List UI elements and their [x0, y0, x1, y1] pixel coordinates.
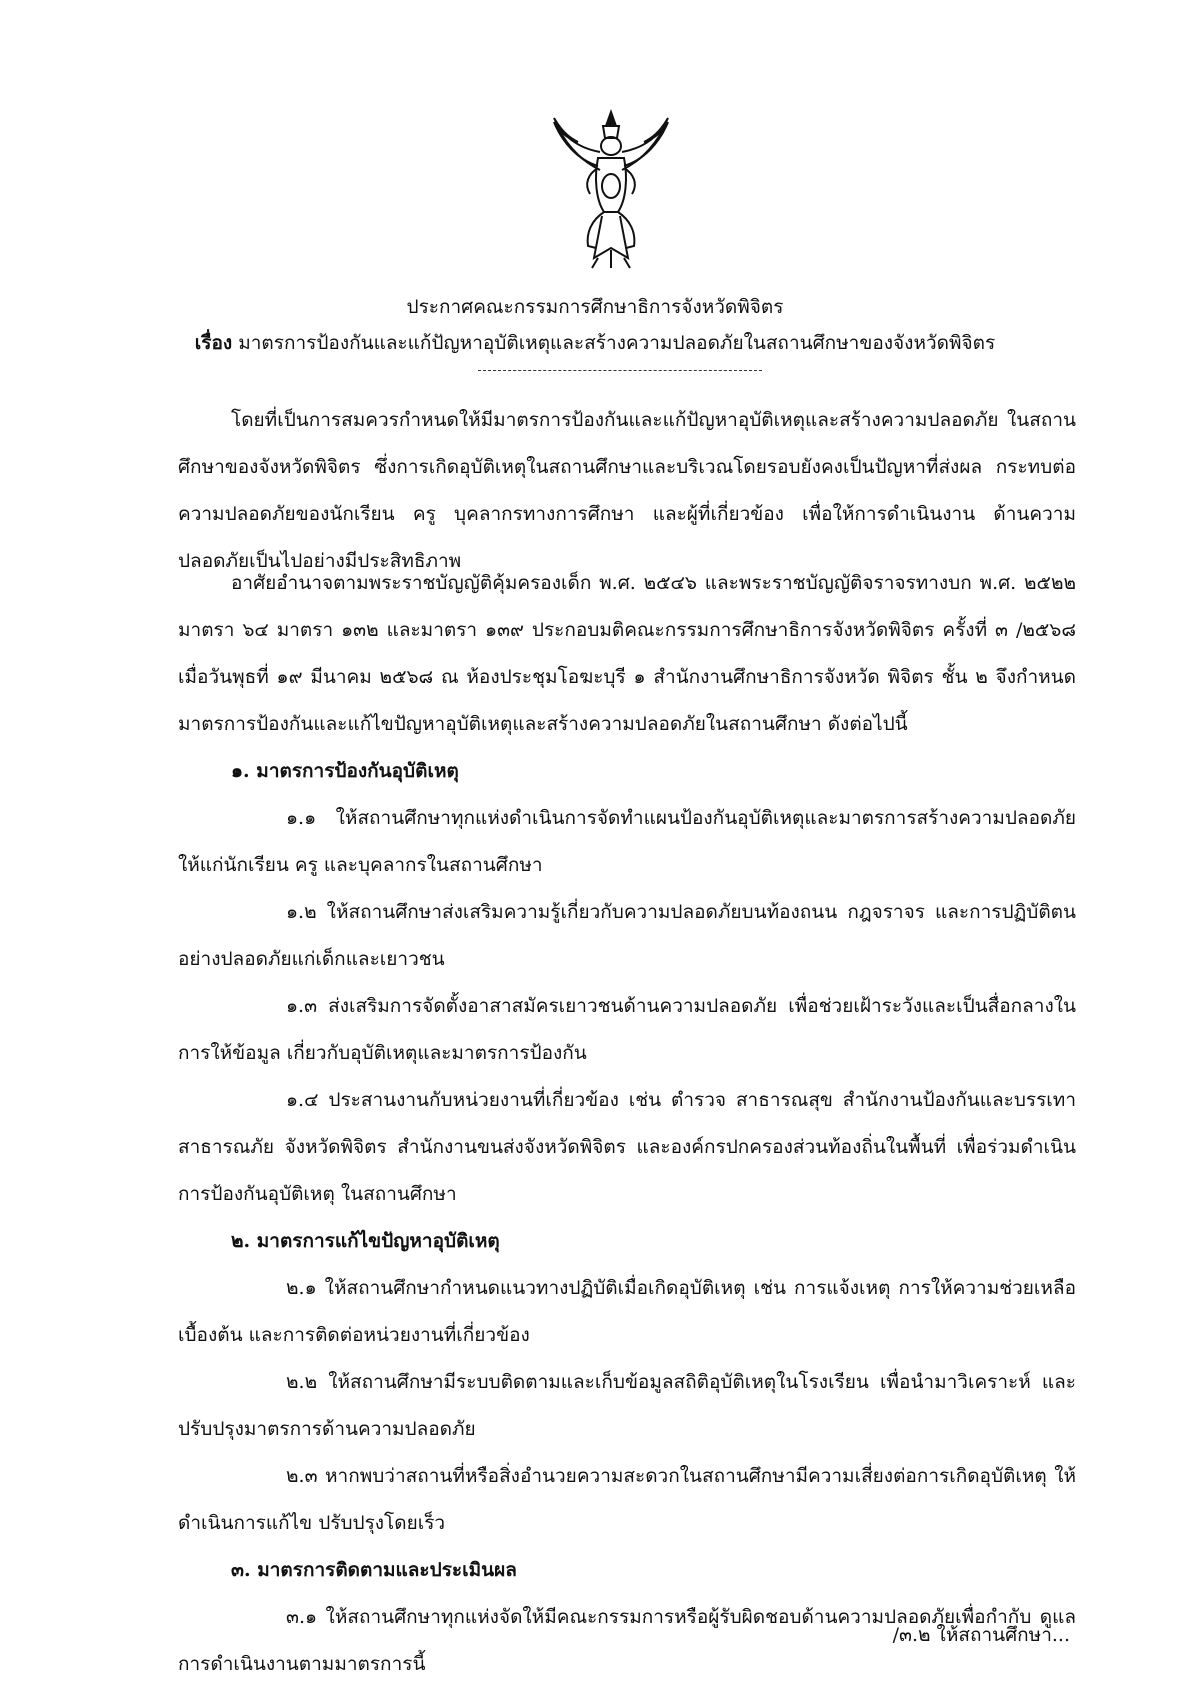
- intro-block: [178, 397, 1076, 585]
- section-item-3-1: ๓.๑ ให้สถานศึกษาทุกแห่งจัดให้มีคณะกรรมการหรือผู้รับผิดชอบด้านความปลอดภัยเพื่อกำกับ ดูแลการดำเนินงานตามมาตรการนี้: [178, 1606, 1076, 1675]
- intro-paragraph-1: โดยที่เป็นการสมควรกำหนดให้มีมาตรการป้องกันและแก้ปัญหาอุบัติเหตุและสร้างความปลอดภัย ในสถานศึกษาของจังหวัดพิจิตร ซึ่งการเกิดอุบัติเหตุในสถานศึกษาและบริเวณโดยรอบยังคงเป็นปัญหาที่ส่งผล กระทบต่อความปลอดภัยของนักเรียน ครู บุคลากรทางการศึกษา และผู้ที่เกี่ยวข้อง เพื่อให้การดำเนินงาน ด้านความปลอดภัยเป็นไปอย่างมีประสิทธิภาพ: [178, 409, 1076, 572]
- section-item-1-1: ๑.๑ ให้สถานศึกษาทุกแห่งดำเนินการจัดทำแผนป้องกันอุบัติเหตุและมาตรการสร้างความปลอดภัย ให้แก่นักเรียน ครู และบุคลากรในสถานศึกษา: [178, 807, 1076, 876]
- section-heading-1: ๑. มาตรการป้องกันอุบัติเหตุ: [231, 760, 459, 782]
- subject-line: [0, 328, 1190, 358]
- section-item-1-4: ๑.๔ ประสานงานกับหน่วยงานที่เกี่ยวข้อง เช่น ตำรวจ สาธารณสุข สำนักงานป้องกันและบรรเทาสาธารณภัย จังหวัดพิจิตร สำนักงานขนส่งจังหวัดพิจิตร และองค์กรปกครองส่วนท้องถิ่นในพื้นที่ เพื่อร่วมดำเนินการป้องกันอุบัติเหตุ ในสถานศึกษา: [178, 1089, 1076, 1205]
- section-heading-2: ๒. มาตรการแก้ไขปัญหาอุบัติเหตุ: [231, 1230, 500, 1252]
- announcement-title: ประกาศคณะกรรมการศึกษาธิการจังหวัดพิจิตร: [406, 296, 784, 318]
- title-divider: [478, 370, 762, 371]
- subject-label: เรื่อง: [194, 332, 233, 354]
- section-item-2-1: ๒.๑ ให้สถานศึกษากำหนดแนวทางปฏิบัติเมื่อเกิดอุบัติเหตุ เช่น การแจ้งเหตุ การให้ความช่วยเหลือเบื้องต้น และการติดต่อหน่วยงานที่เกี่ยวข้อง: [178, 1277, 1076, 1346]
- section-heading-3: ๓. มาตรการติดตามและประเมินผล: [231, 1559, 517, 1581]
- subject-text: มาตรการป้องกันและแก้ปัญหาอุบัติเหตุและสร้างความปลอดภัยในสถานศึกษาของจังหวัดพิจิตร: [238, 332, 996, 354]
- section-item-1-2: ๑.๒ ให้สถานศึกษาส่งเสริมความรู้เกี่ยวกับความปลอดภัยบนท้องถนน กฎจราจร และการปฏิบัติตน อย่างปลอดภัยแก่เด็กและเยาวชน: [178, 901, 1076, 970]
- main-block: [178, 560, 1076, 1688]
- section-item-2-3: ๒.๓ หากพบว่าสถานที่หรือสิ่งอำนวยความสะดวกในสถานศึกษามีความเสี่ยงต่อการเกิดอุบัติเหตุ ให้ดำเนินการแก้ไข ปรับปรุงโดยเร็ว: [178, 1465, 1076, 1534]
- continuation-note: /๓.๒ ให้สถานศึกษา...: [892, 1624, 1070, 1646]
- section-item-2-2: ๒.๒ ให้สถานศึกษามีระบบติดตามและเก็บข้อมูลสถิติอุบัติเหตุในโรงเรียน เพื่อนำมาวิเคราะห์ และปรับปรุงมาตรการด้านความปลอดภัย: [178, 1371, 1076, 1440]
- garuda-emblem-icon: [548, 108, 674, 270]
- intro-paragraph-2: อาศัยอำนาจตามพระราชบัญญัติคุ้มครองเด็ก พ.ศ. ๒๕๔๖ และพระราชบัญญัติจราจรทางบก พ.ศ. ๒๕๒๒ มาตรา ๖๔ มาตรา ๑๓๒ และมาตรา ๑๓๙ ประกอบมติคณะกรรมการศึกษาธิการจังหวัดพิจิตร ครั้งที่ ๓ /๒๕๖๘ เมื่อวันพุธที่ ๑๙ มีนาคม ๒๕๖๘ ณ ห้องประชุมโอฆะบุรี ๑ สำนักงานศึกษาธิการจังหวัด พิจิตร ชั้น ๒ จึงกำหนดมาตรการป้องกันและแก้ไขปัญหาอุบัติเหตุและสร้างความปลอดภัยในสถานศึกษา ดังต่อไปนี้: [178, 572, 1076, 735]
- section-item-1-3: ๑.๓ ส่งเสริมการจัดตั้งอาสาสมัครเยาวชนด้านความปลอดภัย เพื่อช่วยเฝ้าระวังและเป็นสื่อกลางในการให้ข้อมูล เกี่ยวกับอุบัติเหตุและมาตรการป้องกัน: [178, 995, 1076, 1064]
